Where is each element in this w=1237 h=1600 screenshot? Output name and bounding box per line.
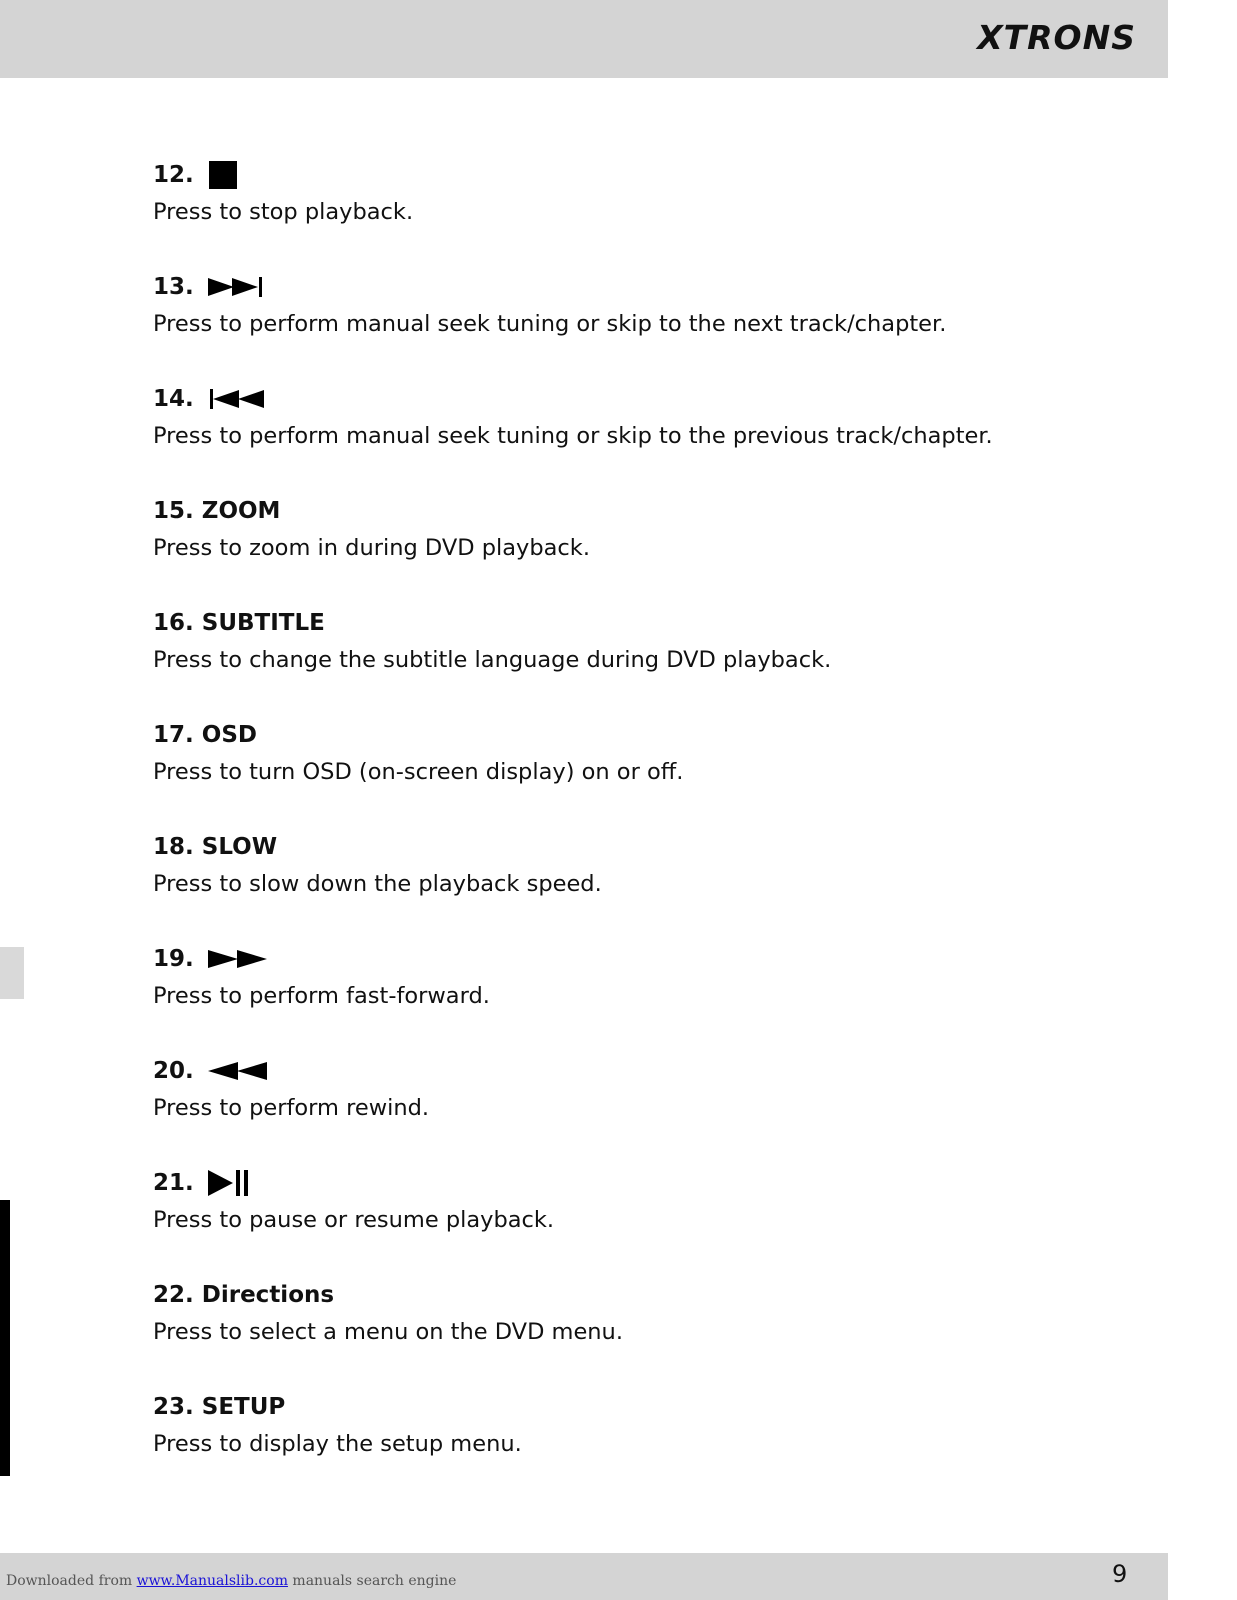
list-item bbox=[153, 940, 1153, 1052]
button-list bbox=[153, 156, 1153, 1500]
item-label: ZOOM bbox=[201, 498, 281, 524]
list-item bbox=[153, 1276, 1153, 1388]
item-number: 17. bbox=[153, 722, 194, 748]
header-band bbox=[0, 0, 1168, 78]
item-number: 15. bbox=[153, 498, 194, 524]
item-label: OSD bbox=[201, 722, 257, 748]
item-description: Press to change the subtitle language during DVD playback. bbox=[153, 647, 832, 673]
item-number: 16. bbox=[153, 610, 194, 636]
item-number: 22. bbox=[153, 1282, 194, 1308]
item-title bbox=[153, 492, 1153, 530]
item-title bbox=[153, 828, 1153, 866]
item-number: 14. bbox=[153, 386, 194, 412]
list-item bbox=[153, 492, 1153, 604]
item-label: Directions bbox=[201, 1282, 335, 1308]
skip-next-icon bbox=[208, 276, 264, 298]
page-number: 9 bbox=[1112, 1560, 1128, 1588]
item-number: 18. bbox=[153, 834, 194, 860]
item-description: Press to perform manual seek tuning or skip to the previous track/chapter. bbox=[153, 423, 993, 449]
item-description: Press to perform rewind. bbox=[153, 1095, 430, 1121]
item-description: Press to display the setup menu. bbox=[153, 1431, 522, 1457]
list-item bbox=[153, 156, 1153, 268]
brand-logo: XTRONS bbox=[977, 18, 1136, 57]
list-item bbox=[153, 1388, 1153, 1500]
item-description: Press to slow down the playback speed. bbox=[153, 871, 602, 897]
list-item bbox=[153, 828, 1153, 940]
item-title bbox=[153, 1052, 1153, 1090]
item-description: Press to select a menu on the DVD menu. bbox=[153, 1319, 623, 1345]
footer-prefix: Downloaded from bbox=[6, 1573, 137, 1589]
item-title bbox=[153, 940, 1153, 978]
item-title bbox=[153, 156, 1153, 194]
item-description: Press to turn OSD (on-screen display) on or off. bbox=[153, 759, 684, 785]
item-description: Press to zoom in during DVD playback. bbox=[153, 535, 590, 561]
item-number: 13. bbox=[153, 274, 194, 300]
item-title bbox=[153, 1164, 1153, 1202]
item-description: Press to perform manual seek tuning or skip to the next track/chapter. bbox=[153, 311, 947, 337]
list-item bbox=[153, 380, 1153, 492]
item-label: SUBTITLE bbox=[201, 610, 325, 636]
stop-icon bbox=[208, 160, 238, 190]
item-label: SLOW bbox=[201, 834, 278, 860]
item-description: Press to stop playback. bbox=[153, 199, 414, 225]
manualslib-link[interactable]: www.Manualslib.com bbox=[136, 1573, 288, 1589]
item-number: 23. bbox=[153, 1394, 194, 1420]
list-item bbox=[153, 1164, 1153, 1276]
item-title bbox=[153, 1276, 1153, 1314]
item-number: 19. bbox=[153, 946, 194, 972]
skip-previous-icon bbox=[208, 388, 264, 410]
list-item bbox=[153, 716, 1153, 828]
list-item bbox=[153, 268, 1153, 380]
play-pause-icon bbox=[208, 1169, 252, 1197]
item-title bbox=[153, 716, 1153, 754]
footer-source bbox=[6, 1573, 456, 1589]
footer-suffix: manuals search engine bbox=[287, 1573, 457, 1589]
list-item bbox=[153, 604, 1153, 716]
item-description: Press to pause or resume playback. bbox=[153, 1207, 555, 1233]
item-label: SETUP bbox=[201, 1394, 286, 1420]
item-title bbox=[153, 268, 1153, 306]
side-bar-marker bbox=[0, 1200, 10, 1476]
side-tab-marker bbox=[0, 947, 24, 999]
item-title bbox=[153, 380, 1153, 418]
rewind-icon bbox=[208, 1060, 268, 1082]
item-title bbox=[153, 1388, 1153, 1426]
item-number: 20. bbox=[153, 1058, 194, 1084]
list-item bbox=[153, 1052, 1153, 1164]
item-title bbox=[153, 604, 1153, 642]
item-number: 21. bbox=[153, 1170, 194, 1196]
item-description: Press to perform fast-forward. bbox=[153, 983, 490, 1009]
fast-forward-icon bbox=[208, 948, 268, 970]
item-number: 12. bbox=[153, 162, 194, 188]
